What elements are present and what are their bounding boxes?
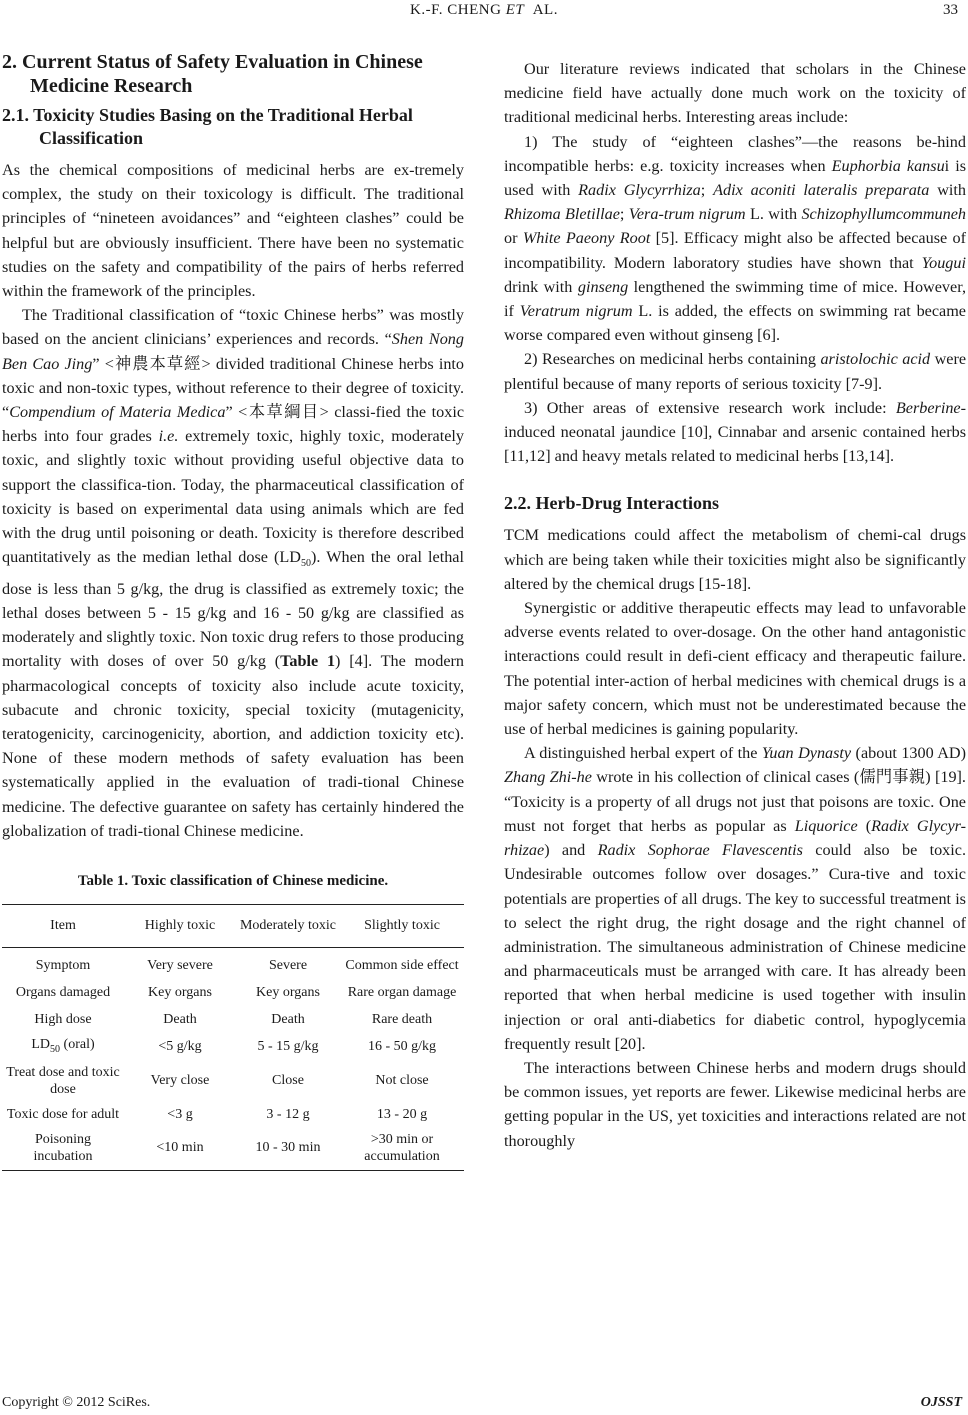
paragraph-5: Synergistic or additive therapeutic effects may lead to unfavorable adverse events related to over-dosage. On the other hand antagonistic interactions could result in defi-cient efficacy and therapeutic failure. The potential inter-action of herbal medicines with chemical drugs is a major safety concern, which must not be underestimated because the use of herbal medicines is gaining popularity. xyxy=(504,599,966,739)
paragraph-7: The interactions between Chinese herbs and modern drugs should be common issues, yet reports are fewer. Likewise medicinal herbs are getting popular in the US, yet toxicities and interactions related are not thoroughly xyxy=(504,1058,966,1150)
paragraph-6: A distinguished herbal expert of the Yuan Dynasty (about 1300 AD) Zhang Zhi-he wrote in his collection of clinical cases (儒門事親) [19]. “Toxicity is a property of all drugs not just that poisons are toxic. One must not forget that herbs as popular as Liquorice (Radix Glycyr-rhizae) and Radix Sophorae Flavescentis could also be toxic. Undesirable outcomes follow over dosages.” Cura-tive and toxic potentials are properties of all drugs. The key to successful treatment is to select the right drug, the right dosage and the right channel of administration. The simultaneous administration of Chinese medicine and pharmaceuticals must be arranged with care. It has already been reported that when herbal medicine is used together with insulin injection or oral anti-diabetics for diabetic control, hypoglycemia frequently result [20]. xyxy=(504,744,967,1053)
paragraph-1: As the chemical compositions of medicinal herbs are ex-tremely complex, the study on their toxicology is difficult. The traditional principles of “nineteen avoidances” and “eighteen clashes” could be helpful but are obviously insufficient. There have been no systematic studies on the safety and compatibility of the pairs of herbs referred within the framework of the principles. xyxy=(2,161,464,301)
table-cell: Not close xyxy=(375,1073,429,1089)
table-cell: Close xyxy=(272,1073,304,1089)
table-header-cell: Highly toxic xyxy=(124,904,236,947)
table-cell: Rare death xyxy=(371,1011,433,1027)
table-row xyxy=(2,1006,464,1033)
table-cell: Death xyxy=(163,1011,197,1027)
table-cell: Toxic dose for adult xyxy=(6,1106,120,1122)
table-row xyxy=(2,947,464,979)
running-head-authors: K.-F. CHENG xyxy=(410,2,506,18)
paragraph-3: Our literature reviews indicated that scholars in the Chinese medicine field have actually done much work on the toxicity of traditional medicinal herbs. Interesting areas include: xyxy=(504,60,966,127)
section-title: 2. Current Status of Safety Evaluation in Chinese Medicine Research xyxy=(2,51,423,97)
list-item-2: 2) Researches on medicinal herbs containing aristolochic acid were plentiful because of many reports of serious toxicity [7-9]. xyxy=(504,350,967,393)
table-cell: 3 - 12 g xyxy=(266,1106,310,1122)
paragraph-4: TCM medications could affect the metabolism of chemi-cal drugs which are being taken while their toxicities might also be significantly altered by the chemical drugs [15-18]. xyxy=(504,526,966,593)
table-cell: Rare organ damage xyxy=(347,984,457,1000)
copyright-text: Copyright © 2012 SciRes. xyxy=(2,1395,151,1410)
table-header-cell: Moderately toxic xyxy=(236,904,340,947)
table-cell-ld50: $LD_{50}$ (oral) xyxy=(31,1036,95,1055)
table-row xyxy=(2,1033,464,1061)
table-cell: Symptom xyxy=(35,957,91,973)
left-column xyxy=(2,50,464,1171)
running-head-et: ET xyxy=(505,2,525,18)
running-head xyxy=(0,2,968,19)
table-row xyxy=(2,979,464,1006)
table-cell: 5 - 15 g/kg xyxy=(257,1039,319,1055)
table-header-row xyxy=(2,904,464,947)
table-cell: Severe xyxy=(268,957,308,973)
table-cell: High dose xyxy=(34,1011,92,1027)
table-cell: Key organs xyxy=(256,984,320,1000)
toxicity-table xyxy=(2,904,464,1171)
right-column xyxy=(504,57,966,1153)
page-number: 33 xyxy=(943,2,958,18)
table-cell: 16 - 50 g/kg xyxy=(367,1039,437,1055)
table-cell: Poisoning incubation xyxy=(2,1128,124,1171)
list-item-3: 3) Other areas of extensive research work include: Berberine-induced neonatal jaundice [10], Cinnabar and arsenic contained herbs [11,12] and heavy metals related to medicinal herbs [13,14]. xyxy=(504,398,966,466)
table-cell: Treat dose and toxic dose xyxy=(6,1064,120,1097)
page-header xyxy=(0,0,968,30)
table-row xyxy=(2,1061,464,1101)
table-header-cell: Item xyxy=(2,904,124,947)
list-item-1: 1) The study of “eighteen clashes”—the reasons be-hind incompatible herbs: e.g. toxicity increases when Euphorbia kansui is used with Radix Glycyrrhiza; Adix aconiti lateralis preparata with Rhizoma Bletillae; Vera-trum nigrum L. with Schizophyllumcommuneh or White Paeony Root [5]. Efficacy might also be affected because of incompatibility. Modern laboratory studies have shown that Yougui drink with ginseng lengthened the swimming time of mice. However, if Veratrum nigrum L. is added, the effects on swimming rat became worse compared even without ginseng [6]. xyxy=(504,132,967,345)
table-cell: Key organs xyxy=(148,984,212,1000)
table-cell: Very close xyxy=(150,1073,210,1089)
subsection-title-2-1: 2.1. Toxicity Studies Basing on the Traditional Herbal Classification xyxy=(2,105,413,148)
table-cell: <10 min xyxy=(124,1128,236,1171)
table-row xyxy=(2,1101,464,1128)
table-row xyxy=(2,1128,464,1171)
table-cell: 10 - 30 min xyxy=(236,1128,340,1171)
running-head-al: AL. xyxy=(532,2,558,18)
table-header-cell: Slightly toxic xyxy=(340,904,464,947)
table-cell: Very severe xyxy=(147,957,213,973)
paragraph-2: The Traditional classification of “toxic Chinese herbs” was mostly based on the ancient clinicians’ experiences and records. “Shen Nong Ben Cao Jing” <神農本草經> divided traditional Chinese herbs into toxic and non-toxic types, without reference to their degree of toxicity. “Compendium of Materia Medica” <本草綱目> classi-fied the toxic herbs into four grades i.e. extremely toxic, highly toxic, moderately toxic, and slightly toxic without providing useful objective data to support the classifica-tion. Today, the pharmaceutical classification of toxicity is based on experimental data using animals which are fed with the drug until poisoning or death. Toxicity is therefore described quantitatively as the median lethal dose $(LD_{50})$. When the oral lethal dose is less than 5 g/kg, the drug is classified as extremely toxic; the lethal doses between 5 - 15 g/kg and 16 - 50 g/kg are classified as moderately and slightly toxic. Non toxic drug refers to those producing mortality with doses of over 50 g/kg (Table 1) [4]. The modern pharmacological concepts of toxicity also include acute toxicity, subacute and chronic toxicity, special toxicity (mutagenicity, teratogenicity, carcinogenicity, abortion, and addiction toxicity etc). None of these modern methods of safety evaluation has been systematically applied in the evaluation of tradi-tional Chinese medicine. The defective guarantee on safety has certainly hindered the globalization of tradi-tional Chinese medicine. xyxy=(2,306,465,840)
table-cell: Death xyxy=(271,1011,305,1027)
table-cell: 13 - 20 g xyxy=(376,1106,428,1122)
table-cell: Organs damaged xyxy=(15,984,111,1000)
subsection-title-2-2: 2.2. Herb-Drug Interactions xyxy=(504,493,719,514)
table-cell: >30 min or accumulation xyxy=(340,1128,464,1171)
table-caption: Table 1. Toxic classification of Chinese medicine. xyxy=(77,872,389,889)
table-cell: <5 g/kg xyxy=(158,1039,202,1055)
journal-abbrev: OJSST xyxy=(920,1395,962,1410)
table-cell: Common side effect xyxy=(345,957,459,973)
table-cell: <3 g xyxy=(167,1106,193,1122)
